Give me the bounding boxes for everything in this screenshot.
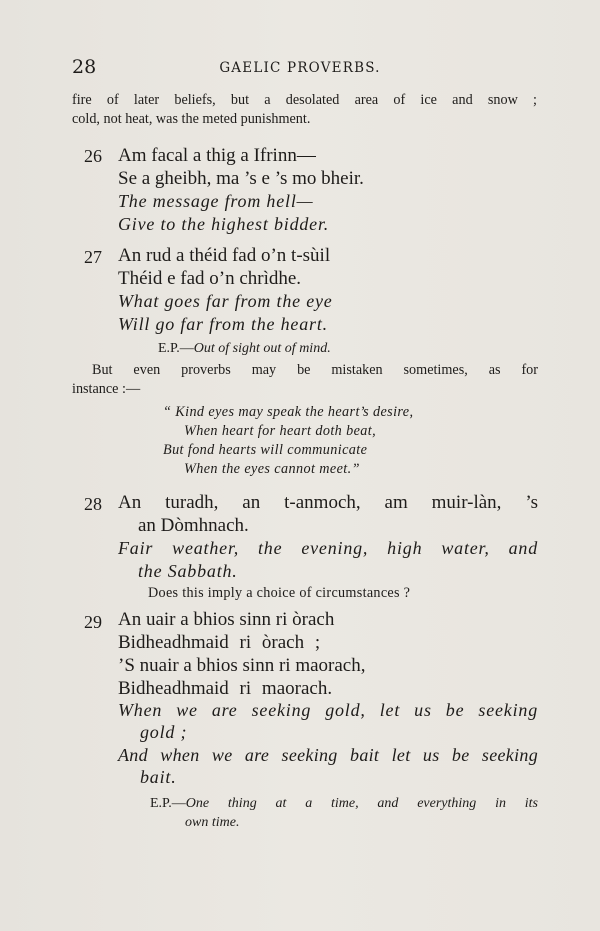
proverb-28-english-1: Fair weather, the evening, high water, and <box>118 538 538 558</box>
proverb-29-english-2: gold ; <box>140 722 188 742</box>
proverb-27-english-2: Will go far from the heart. <box>118 314 328 334</box>
poem-line-3: But fond hearts will communicate <box>163 442 368 458</box>
ep-label: E.P.— <box>158 341 194 356</box>
proverb-29-english-4: bait. <box>140 767 177 787</box>
ep-text-line-1: One thing at a time, and everything in its <box>185 796 538 811</box>
proverb-29-english-proverb <box>150 796 538 812</box>
poem-line-2: When heart for heart doth beat, <box>184 423 377 439</box>
proverb-28-gaelic-2: an Dòmhnach. <box>138 515 249 536</box>
ep-text: Out of sight out of mind. <box>193 341 331 356</box>
proverb-26-gaelic-2: Se a gheibh, ma ’s e ’s mo bheir. <box>118 168 364 189</box>
proverb-26-english-1: The message from hell— <box>118 191 314 211</box>
proverb-27-number: 27 <box>84 247 102 267</box>
intro-line-1: fire of later beliefs, but a desolated area of ice and snow ; <box>72 92 537 108</box>
proverb-26-gaelic-1: Am facal a thig a Ifrinn— <box>118 145 316 166</box>
proverb-27-gaelic-2: Théid e fad o’n chrìdhe. <box>118 268 302 289</box>
proverb-27-gaelic-1: An rud a théid fad o’n t-sùil <box>118 245 331 266</box>
proverb-28-comment: Does this imply a choice of circumstances ? <box>148 585 411 601</box>
page-number: 28 <box>72 56 97 78</box>
intro-line-2: cold, not heat, was the meted punishment. <box>72 111 311 127</box>
poem-line-1: “ Kind eyes may speak the heart’s desire, <box>163 404 414 420</box>
proverb-29-gaelic-1: An uair a bhios sinn ri òrach <box>118 609 335 630</box>
proverb-28-english-2: the Sabbath. <box>138 561 238 581</box>
proverb-26-number: 26 <box>84 146 102 166</box>
interlude-line-2: instance :— <box>72 381 141 397</box>
ep-text-line-2: own time. <box>185 815 240 830</box>
proverb-29-english-1: When we are seeking gold, let us be seeking <box>118 700 538 720</box>
proverb-29-gaelic-4: Bidheadhmaid ri maorach. <box>118 678 333 699</box>
poem-line-4: When the eyes cannot meet.” <box>184 461 360 477</box>
proverb-28-number: 28 <box>84 494 102 514</box>
proverb-29-english-proverb-cont <box>185 815 239 831</box>
proverb-27-english-proverb <box>158 341 331 357</box>
proverb-29-gaelic-2: Bidheadhmaid ri òrach ; <box>118 632 321 653</box>
proverb-27-english-1: What goes far from the eye <box>118 291 333 311</box>
proverb-29-number: 29 <box>84 612 102 632</box>
proverb-26-english-2: Give to the highest bidder. <box>118 214 330 234</box>
running-title: GAELIC PROVERBS. <box>219 60 381 76</box>
ep-label: E.P.— <box>150 796 186 811</box>
proverb-28-gaelic-1: An turadh, an t-anmoch, am muir-làn, ’s <box>118 492 538 513</box>
interlude-line-1: But even proverbs may be mistaken sometimes, as for <box>92 362 538 378</box>
proverb-29-english-3: And when we are seeking bait let us be seeking <box>118 745 538 765</box>
proverb-29-gaelic-3: ’S nuair a bhios sinn ri maorach, <box>118 655 366 676</box>
